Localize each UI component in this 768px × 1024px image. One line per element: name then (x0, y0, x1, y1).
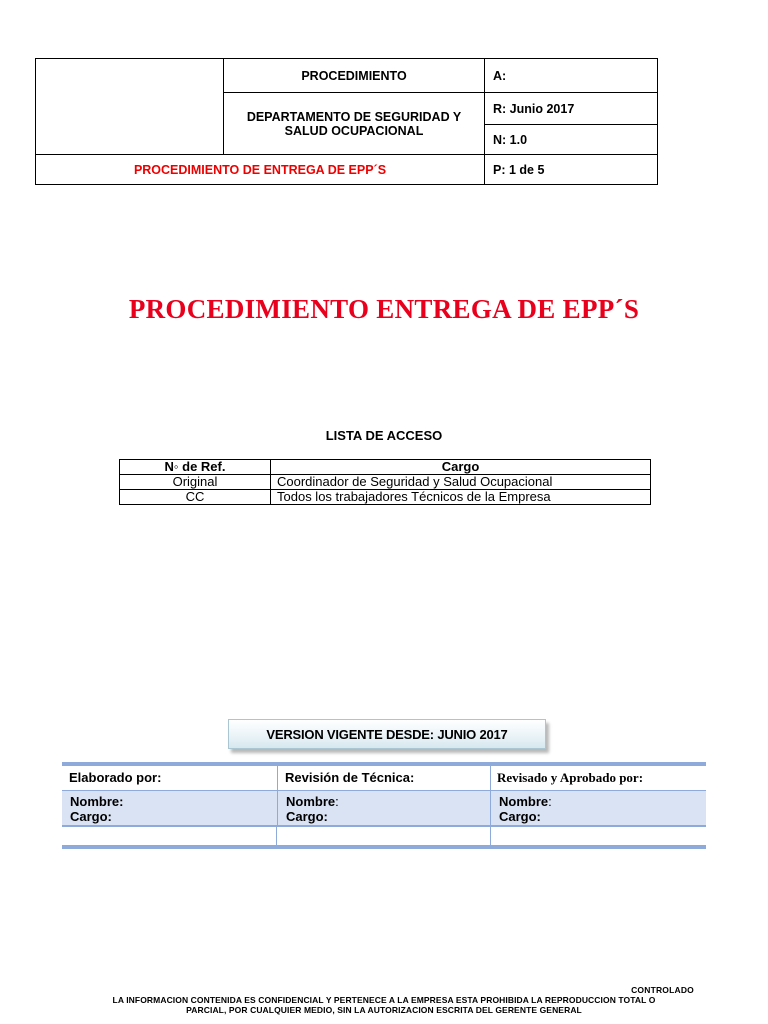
nombre-label: Nombre: (286, 794, 339, 809)
signature-header-row (62, 766, 706, 791)
header-area: A: (485, 59, 658, 93)
header-numero: N: 1.0 (485, 125, 658, 155)
nombre-label: Nombre: (499, 794, 552, 809)
signature-blank-row (62, 827, 706, 849)
table-row (120, 475, 651, 490)
elaborado-header: Elaborado por: (69, 770, 162, 785)
access-list-title: LISTA DE ACCESO (325, 428, 443, 443)
table-header-row (120, 460, 651, 475)
cell-cargo: Todos los trabajadores Técnicos de la Empresa (271, 490, 651, 505)
confidentiality-footer: LA INFORMACION CONTENIDA ES CONFIDENCIAL Y PERTENECE A LA EMPRESA ESTA PROHIBIDA LA REPRODUCCION TOTAL O PARCIAL, POR CUALQUIER MEDIO, SIN LA AUTORIZACION ESCRITA DEL GERENTE GENERAL (112, 995, 656, 1015)
cargo-label: Cargo: (286, 809, 328, 824)
header-revision: R: Junio 2017 (485, 93, 658, 125)
aprobado-fields (490, 791, 706, 825)
column-header-cargo: Cargo (271, 460, 651, 475)
version-banner: VERSION VIGENTE DESDE: JUNIO 2017 (228, 719, 546, 749)
signature-fields-row (62, 791, 706, 827)
blank-cell (490, 827, 706, 845)
page-title: PROCEDIMIENTO ENTREGA DE EPP´S (128, 294, 640, 324)
document-header-table (35, 58, 658, 185)
signature-table (62, 762, 706, 849)
cargo-label: Cargo: (499, 809, 541, 824)
table-row (120, 490, 651, 505)
elaborado-fields (62, 791, 277, 825)
logo-cell (36, 59, 224, 155)
header-departamento: DEPARTAMENTO DE SEGURIDAD Y SALUD OCUPACIONAL (224, 93, 485, 155)
cargo-label: Cargo: (70, 809, 112, 824)
blank-cell (62, 827, 276, 845)
blank-cell (276, 827, 489, 845)
header-procedimiento: PROCEDIMIENTO (224, 59, 485, 93)
aprobado-header: Revisado y Aprobado por: (490, 766, 706, 790)
cell-ref: CC (120, 490, 271, 505)
access-list-table (119, 459, 651, 505)
cell-ref: Original (120, 475, 271, 490)
revision-fields (277, 791, 490, 825)
nombre-label: Nombre: (70, 794, 124, 809)
column-header-ref: N◦ de Ref. (120, 460, 271, 475)
controlado-label: CONTROLADO (631, 985, 694, 995)
cell-cargo: Coordinador de Seguridad y Salud Ocupacional (271, 475, 651, 490)
header-doc-title: PROCEDIMIENTO DE ENTREGA DE EPP´S (36, 155, 485, 185)
header-pagina: P: 1 de 5 (485, 155, 658, 185)
revision-header: Revisión de Técnica: (277, 766, 490, 790)
